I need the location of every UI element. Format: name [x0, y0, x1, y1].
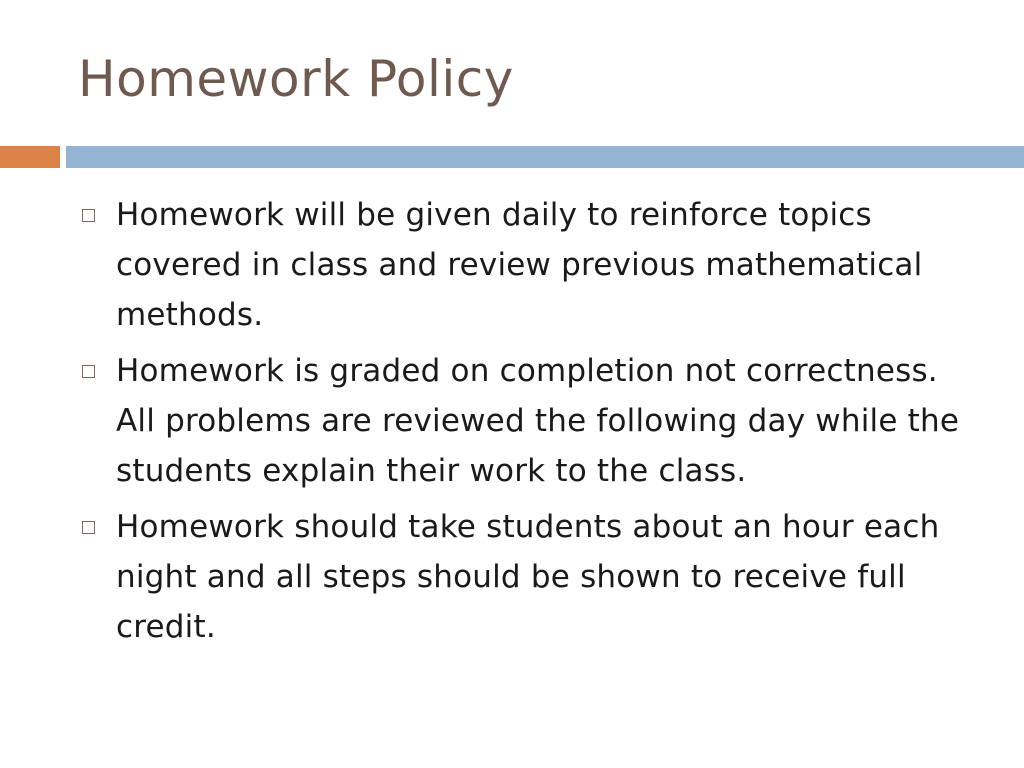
bullet-item: [82, 346, 982, 496]
accent-bar-blue: [66, 146, 1024, 168]
bullet-item: [82, 190, 982, 340]
bullet-text: Homework should take students about an hour each night and all steps should be shown to receive full credit.: [116, 509, 940, 645]
bullet-text: Homework will be given daily to reinforce topics covered in class and review previous mathematical methods.: [116, 197, 923, 333]
slide-title: Homework Policy: [78, 50, 514, 108]
square-bullet-icon: [82, 365, 95, 378]
bullet-text: Homework is graded on completion not correctness. All problems are reviewed the following day while the students explain their work to the class.: [116, 353, 960, 489]
bullet-item: [82, 502, 982, 652]
accent-bar-orange: [0, 146, 60, 168]
square-bullet-icon: [82, 209, 95, 222]
square-bullet-icon: [82, 521, 95, 534]
bullet-list: [82, 190, 982, 658]
